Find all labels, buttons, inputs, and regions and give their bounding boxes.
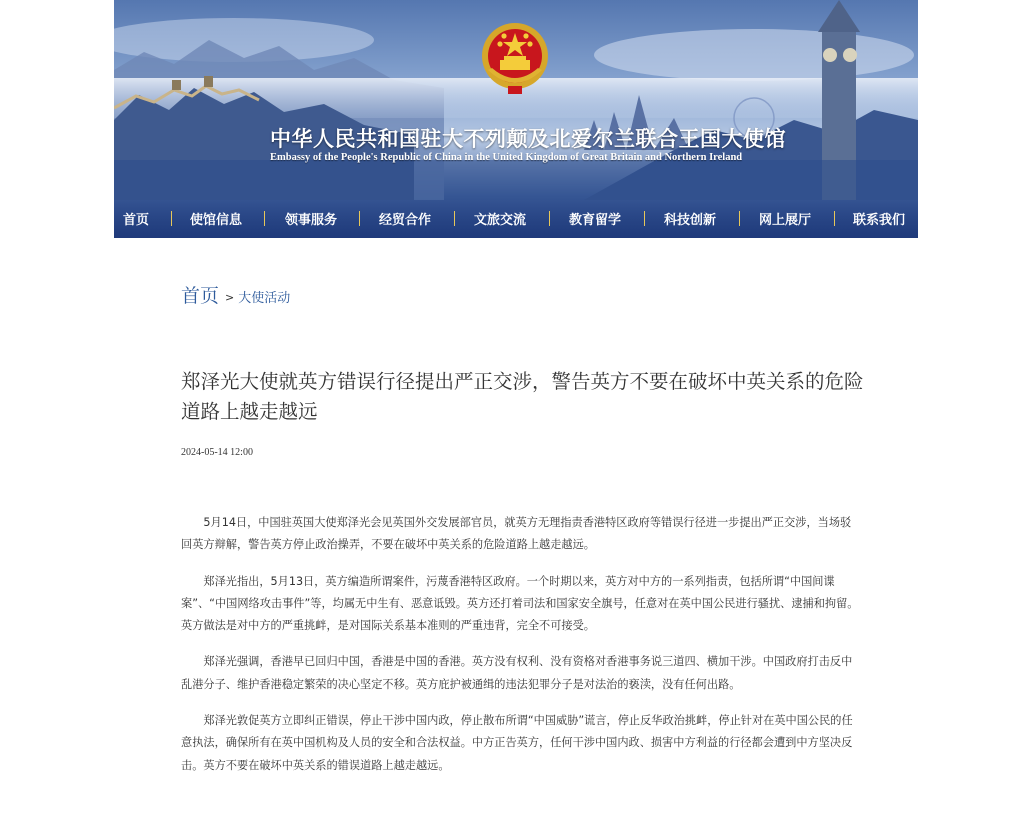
breadcrumb-separator: > xyxy=(225,291,235,304)
embassy-title-cn: 中华人民共和国驻大不列颠及北爱尔兰联合王国大使馆 xyxy=(270,127,786,151)
nav-item-exhibition[interactable]: 网上展厅 xyxy=(759,213,812,228)
nav-separator xyxy=(264,211,265,226)
nav-item-education[interactable]: 教育留学 xyxy=(569,213,622,228)
nav-separator xyxy=(739,211,740,226)
article-title: 郑泽光大使就英方错误行径提出严正交涉，警告英方不要在破坏中英关系的危险道路上越走越远 xyxy=(181,370,864,423)
main-nav xyxy=(114,200,918,238)
breadcrumb-current-link[interactable]: 大使活动 xyxy=(238,291,291,306)
breadcrumb-home-link[interactable]: 首页 xyxy=(181,285,220,307)
embassy-title-en: Embassy of the People's Republic of China in the United Kingdom of Great Britain and Northern Ireland xyxy=(270,152,743,163)
nav-separator xyxy=(644,211,645,226)
nav-item-embassy-info[interactable]: 使馆信息 xyxy=(190,213,243,228)
nav-item-consular[interactable]: 领事服务 xyxy=(285,213,338,228)
nav-separator xyxy=(359,211,360,226)
article-date: 2024-05-14 12:00 xyxy=(181,447,253,458)
nav-separator xyxy=(834,211,835,226)
nav-separator xyxy=(549,211,550,226)
article-paragraph: 5月14日，中国驻英国大使郑泽光会见英国外交发展部官员，就英方无理指责香港特区政府等错误行径进一步提出严正交涉，当场驳回英方辩解，警告英方停止政治操弄，不要在破坏中英关系的危险道路上越走越远。 xyxy=(181,516,852,552)
nav-item-home[interactable]: 首页 xyxy=(123,213,150,228)
header-banner xyxy=(114,0,918,238)
national-emblem-icon xyxy=(480,18,550,98)
article-paragraph: 郑泽光指出，5月13日，英方编造所谓案件，污蔑香港特区政府。一个时期以来，英方对中方的一系列指责，包括所谓“中国间谍案”、“中国网络攻击事件”等，均属无中生有、恶意诋毁。英方还打着司法和国家安全旗号，任意对在英中国公民进行骚扰、逮捕和拘留。英方做法是对中方的严重挑衅，是对国际关系基本准则的严重违背，完全不可接受。 xyxy=(181,574,859,633)
article-body xyxy=(181,512,859,791)
nav-item-culture[interactable]: 文旅交流 xyxy=(474,213,527,228)
nav-separator xyxy=(454,211,455,226)
breadcrumb xyxy=(181,281,290,308)
nav-item-trade[interactable]: 经贸合作 xyxy=(379,213,432,228)
article-paragraph: 郑泽光敦促英方立即纠正错误，停止干涉中国内政，停止散布所谓“中国威胁”谎言，停止反华政治挑衅，停止针对在英中国公民的任意执法，确保所有在英中国机构及人员的安全和合法权益。中方正告英方，任何干涉中国内政、损害中方利益的行径都会遭到中方坚决反击。英方不要在破坏中英关系的错误道路上越走越远。 xyxy=(181,714,853,772)
nav-item-science[interactable]: 科技创新 xyxy=(664,213,717,228)
nav-separator xyxy=(171,211,172,226)
nav-item-contact[interactable]: 联系我们 xyxy=(853,213,906,228)
article-paragraph: 郑泽光强调，香港早已回归中国，香港是中国的香港。英方没有权利、没有资格对香港事务说三道四、横加干涉。中国政府打击反中乱港分子、维护香港稳定繁荣的决心坚定不移。英方庇护被通缉的违法犯罪分子是对法治的亵渎，没有任何出路。 xyxy=(181,655,853,691)
